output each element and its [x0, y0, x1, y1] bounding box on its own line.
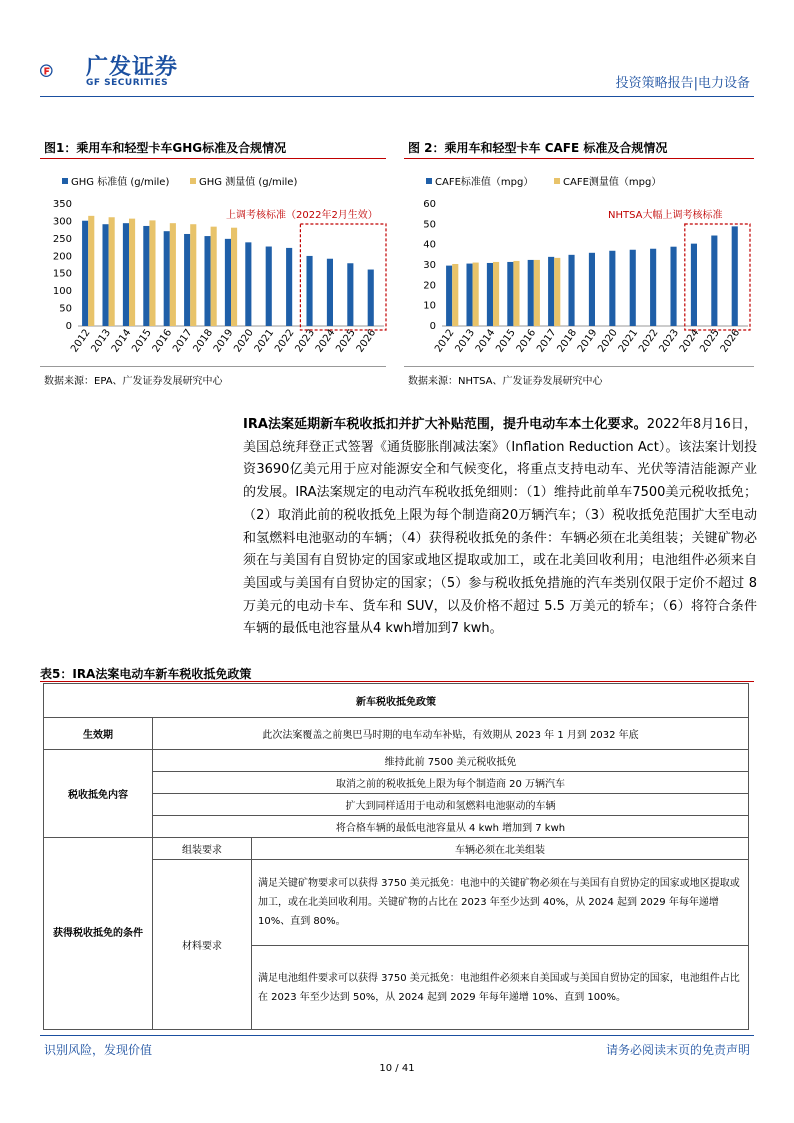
figure2-title: 图 2：乘用车和轻型卡车 CAFE 标准及合规情况: [408, 141, 668, 155]
bar: [528, 260, 534, 326]
material-label: 材料要求: [153, 860, 252, 1030]
content-item: 将合格车辆的最低电池容量从 4 kwh 增加到 7 kwh: [153, 816, 749, 838]
bar: [347, 263, 353, 326]
figure1-title-divider: [40, 158, 386, 159]
x-tick-label: 2025: [334, 327, 358, 355]
bar: [368, 270, 374, 326]
bar: [231, 228, 237, 326]
bar: [534, 260, 540, 326]
bar: [507, 262, 513, 326]
legend-swatch: [190, 178, 196, 184]
x-tick-label: 2016: [150, 327, 175, 355]
bar: [204, 236, 210, 326]
x-tick-label: 2021: [616, 327, 641, 355]
x-tick-label: 2023: [293, 327, 318, 355]
x-tick-label: 2014: [473, 327, 498, 355]
x-tick-label: 2021: [252, 327, 277, 355]
x-tick-label: 2018: [555, 327, 580, 355]
x-tick-label: 2020: [596, 327, 620, 355]
header-divider: [40, 96, 754, 97]
x-tick-label: 2020: [232, 327, 256, 355]
body-paragraph: [243, 414, 757, 641]
bar: [650, 249, 656, 326]
x-tick-label: 2024: [313, 327, 338, 355]
bar: [82, 221, 88, 326]
table-title: 表5：IRA法案电动车新车税收抵免政策: [40, 667, 252, 681]
page-number: 10 / 41: [379, 1063, 415, 1074]
bar: [446, 266, 452, 326]
legend-swatch: [62, 178, 68, 184]
body-lead: IRA法案延期新车税收抵扣并扩大补贴范围，提升电动车本土化要求。: [243, 417, 647, 432]
bar: [548, 257, 554, 326]
bar: [493, 262, 499, 326]
bar: [513, 261, 519, 326]
bar: [123, 223, 129, 326]
bar: [286, 248, 292, 326]
y-tick-label: 350: [52, 199, 72, 210]
content-item: 维持此前 7500 美元税收抵免: [153, 750, 749, 772]
cafe-chart: [404, 168, 754, 363]
figure1-source: 数据来源：EPA、广发证券发展研究中心: [44, 376, 223, 387]
x-tick-label: 2012: [433, 327, 457, 355]
x-tick-label: 2022: [273, 327, 297, 355]
y-tick-label: 200: [52, 251, 72, 263]
y-tick-label: 300: [52, 216, 72, 228]
bar: [630, 250, 636, 326]
report-type: 投资策略报告|电力设备: [615, 76, 750, 91]
brand-name-en: GF SECURITIES: [86, 78, 169, 88]
x-tick-label: 2015: [130, 327, 154, 355]
x-tick-label: 2017: [535, 327, 559, 355]
x-tick-label: 2026: [354, 327, 379, 355]
bar: [225, 239, 231, 326]
legend-label: GHG 测量值 (g/mile): [199, 177, 298, 188]
x-tick-label: 2013: [89, 327, 114, 355]
x-tick-label: 2013: [453, 327, 478, 355]
bar: [164, 231, 170, 326]
bar: [568, 255, 574, 326]
body-text: 2022年8月16日，美国总统拜登正式签署《通货膨胀削减法案》（Inflation Reduction Act）。该法案计划投资3690亿美元用于应对能源安全和气候变化，将重点支持电动车、光伏等清洁能源产业的发展。IRA法案规定的电动汽车税收抵免细则：（1）维持此前单车7500美元税收抵免；（2）取消此前的税收抵免上限为每个制造商20万辆汽车；（3）税收抵免范围扩大至电动和氢燃料电池驱动的车辆；（4）获得税收抵免的条件：车辆必须在北美组装；关键矿物必须在与美国有自贸协定的国家或地区提取或加工，或在北美回收利用；电池组件必须来自美国或与美国有自贸协定的国家；（5）参与税收抵免措施的汽车类别仅限于定价不超过 8 万美元的电动卡车、货车和 SUV，以及价格不超过 5.5 万美元的轿车；（6）将符合条件车辆的最低电池容量从4 kwh增加到7 kwh。: [243, 417, 757, 637]
bar: [170, 223, 176, 326]
effective-label: 生效期: [44, 718, 153, 750]
bar: [466, 264, 472, 326]
y-tick-label: 60: [423, 199, 436, 210]
x-tick-label: 2019: [575, 327, 600, 355]
figure2-source: 数据来源：NHTSA、广发证券发展研究中心: [408, 376, 603, 387]
effective-value: 此次法案覆盖之前奥巴马时期的电车动车补贴，有效期从 2023 年 1 月到 2032 年底: [153, 718, 749, 750]
bar: [88, 216, 94, 326]
assembly-label: 组装要求: [153, 838, 252, 860]
bar: [245, 242, 251, 326]
x-tick-label: 2025: [698, 327, 722, 355]
y-tick-label: 50: [423, 219, 436, 231]
y-tick-label: 150: [52, 268, 72, 280]
ghg-chart: [40, 168, 390, 363]
x-tick-label: 2024: [677, 327, 702, 355]
bar: [129, 219, 135, 326]
y-tick-label: 0: [65, 321, 72, 332]
legend-label: CAFE测量值（mpg）: [563, 177, 662, 188]
footer-slogan: 识别风险，发现价值: [44, 1043, 153, 1057]
material-mineral: 满足关键矿物要求可以获得 3750 美元抵免：电池中的关键矿物必须在与美国有自贸协定的国家或地区提取或加工，或在北美回收利用。关键矿物的占比在 2023 年至少达到 40%，从 2024 起到 2029 年每年递增 10%、直到 80%。: [252, 860, 749, 946]
figure1-source-divider: [40, 366, 386, 367]
footer-disclaimer: 请务必阅读末页的免责声明: [605, 1043, 750, 1057]
bar: [306, 256, 312, 326]
x-tick-label: 2012: [69, 327, 93, 355]
policy-table: [43, 683, 749, 1030]
bar: [211, 227, 217, 326]
chart-annotation: 上调考核标准（2022年2月生效）: [226, 210, 378, 221]
bar: [554, 258, 560, 326]
x-tick-label: 2017: [171, 327, 195, 355]
bar: [109, 217, 115, 326]
bar: [266, 247, 272, 326]
legend-label: CAFE标准值（mpg）: [435, 177, 534, 188]
bar: [691, 244, 697, 326]
x-tick-label: 2014: [109, 327, 134, 355]
bar: [149, 220, 155, 326]
bar: [589, 253, 595, 326]
x-tick-label: 2016: [514, 327, 539, 355]
bar: [711, 236, 717, 326]
figure2-source-divider: [404, 366, 754, 367]
content-label: 税收抵免内容: [44, 750, 153, 838]
material-battery: 满足电池组件要求可以获得 3750 美元抵免：电池组件必须来自美国或与美国自贸协定的国家，电池组件占比在 2023 年至少达到 50%，从 2024 起到 2029 年每年递增 10%、直到 100%。: [252, 946, 749, 1030]
chart-annotation: NHTSA大幅上调考核标准: [608, 210, 723, 221]
x-tick-label: 2019: [211, 327, 236, 355]
bar: [732, 226, 738, 326]
footer-divider: [40, 1035, 754, 1036]
legend-swatch: [426, 178, 432, 184]
y-tick-label: 20: [423, 280, 436, 292]
bar: [143, 226, 149, 326]
x-tick-label: 2023: [657, 327, 682, 355]
y-tick-label: 10: [423, 300, 436, 312]
x-tick-label: 2015: [494, 327, 518, 355]
bar: [487, 263, 493, 326]
bar: [473, 263, 479, 326]
assembly-value: 车辆必须在北美组装: [252, 838, 749, 860]
y-tick-label: 250: [52, 233, 72, 245]
bar: [327, 259, 333, 326]
legend-label: GHG 标准值 (g/mile): [71, 177, 170, 188]
x-tick-label: 2026: [718, 327, 743, 355]
bar: [452, 264, 458, 326]
gf-logo-icon: [40, 50, 84, 92]
x-tick-label: 2018: [191, 327, 216, 355]
content-item: 扩大到同样适用于电动和氢燃料电池驱动的车辆: [153, 794, 749, 816]
bar: [670, 247, 676, 326]
brand-name-cn: 广发证券: [86, 55, 179, 80]
y-tick-label: 100: [52, 286, 72, 298]
bar: [190, 224, 196, 326]
bar: [609, 251, 615, 326]
bar: [184, 234, 190, 326]
table-title-divider: [40, 681, 754, 682]
y-tick-label: 0: [429, 321, 436, 332]
table-header: 新车税收抵免政策: [44, 684, 749, 718]
condition-label: 获得税收抵免的条件: [44, 838, 153, 1030]
bar: [102, 224, 108, 326]
x-tick-label: 2022: [637, 327, 661, 355]
content-item: 取消之前的税收抵免上限为每个制造商 20 万辆汽车: [153, 772, 749, 794]
figure2-title-divider: [404, 158, 754, 159]
legend-swatch: [554, 178, 560, 184]
figure1-title: 图1：乘用车和轻型卡车GHG标准及合规情况: [44, 141, 287, 155]
y-tick-label: 50: [59, 303, 72, 315]
y-tick-label: 40: [423, 239, 436, 251]
y-tick-label: 30: [423, 260, 436, 271]
